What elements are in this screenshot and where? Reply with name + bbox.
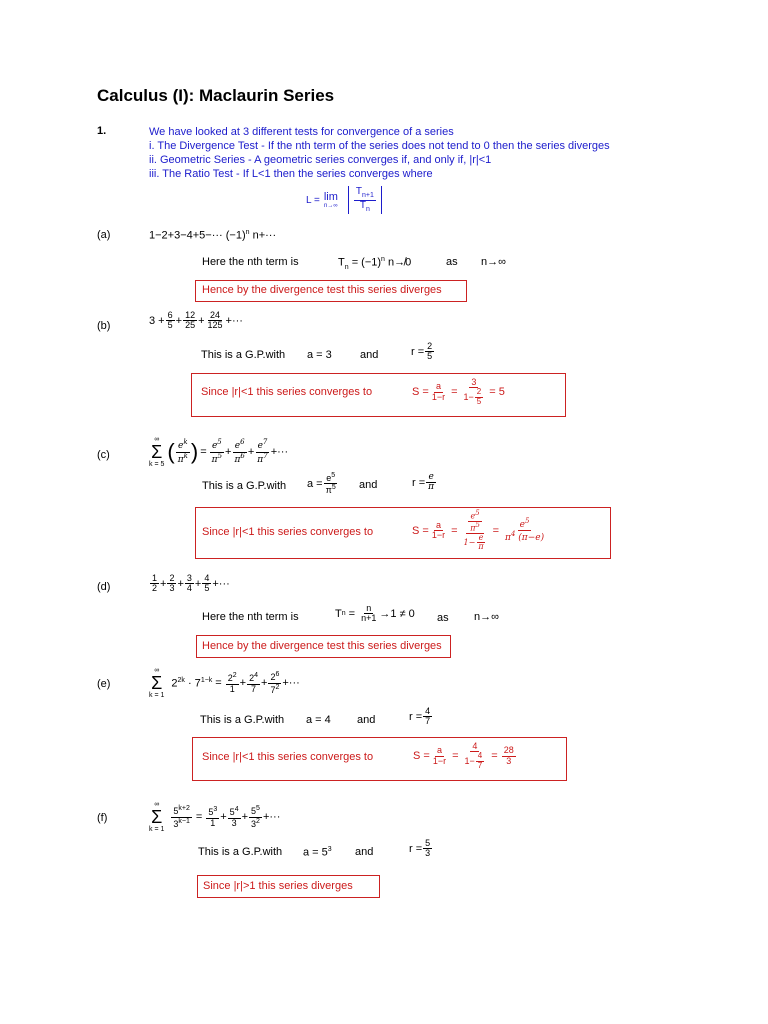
- b-f2d: 25: [185, 320, 196, 331]
- b-conclusion: Since |r|<1 this series converges to: [201, 386, 373, 398]
- label-b: (b): [97, 320, 111, 332]
- ratio-num-sub: n+1: [361, 192, 374, 200]
- d-n-inf: n→∞: [474, 611, 499, 623]
- e-sum-bot: k = 1: [149, 692, 165, 699]
- b-f2n: 12: [185, 310, 196, 320]
- page-title: Calculus (I): Maclaurin Series: [97, 86, 335, 105]
- b-s-res: = 5: [489, 386, 505, 399]
- b-t1: 3 +: [149, 314, 165, 327]
- f-and: and: [355, 846, 374, 858]
- a-tn: T: [338, 256, 345, 269]
- b-a-value: a = 3: [307, 349, 332, 361]
- a-as: as: [446, 256, 458, 268]
- c-res-num: e: [519, 520, 525, 530]
- label-f: (f): [97, 812, 108, 824]
- ratio-num: T: [355, 186, 362, 198]
- a-nth-term-text: Here the nth term is: [202, 256, 299, 268]
- a-conclusion: Hence by the divergence test this series diverges: [202, 284, 442, 296]
- a-tn-tail: n↛0: [384, 256, 412, 269]
- ratio-formula: [306, 186, 382, 214]
- f-r-lbl: r =: [409, 842, 423, 855]
- c-s-1r: 1−r: [431, 530, 446, 541]
- e-r-den: 7: [425, 716, 431, 727]
- f-r-den: 3: [425, 848, 431, 859]
- e-a-value: a = 4: [306, 714, 331, 726]
- d-tn-den: n+1: [361, 613, 377, 624]
- e-s-num: 4: [472, 741, 478, 751]
- question-number: 1.: [97, 125, 107, 137]
- b-s-a: a: [435, 381, 441, 392]
- d-conclusion: Hence by the divergence test this series diverges: [202, 640, 442, 652]
- intro-line-4: iii. The Ratio Test - If L<1 then the series converges where: [149, 168, 433, 180]
- c-r-value: [412, 473, 437, 493]
- f-a-value: [303, 846, 332, 859]
- e-res-den: 3: [506, 755, 512, 766]
- f-a-sup: 3: [327, 846, 332, 853]
- c-a-den: π: [325, 485, 332, 496]
- c-r-num: e: [428, 472, 434, 482]
- c-a-lbl: a =: [307, 477, 323, 490]
- e-dots: +···: [282, 677, 300, 689]
- e-r-lbl: r =: [409, 710, 423, 723]
- d-tn-expr: T n = $\frac{n}{n+1}$ →1 ≠ 0: [335, 603, 415, 624]
- e-conclusion: Since |r|<1 this series converges to: [202, 751, 374, 763]
- b-r-den: 5: [427, 351, 433, 362]
- e-s-lbl: S =: [413, 750, 430, 763]
- series-e: ∞ Σ k = 1 $2^{2k} \cdot 7^{1-k}$ = $\frac{2^2}{1}$ + $\frac{2^4}{7}$ + $\frac{2^6}{7^2}$ +···: [149, 667, 300, 699]
- b-r-lbl: r =: [411, 345, 425, 358]
- f-dots: +···: [262, 811, 281, 823]
- c-gp-text: This is a G.P.with: [202, 480, 287, 492]
- c-conclusion: Since |r|<1 this series converges to: [202, 526, 374, 538]
- f-r-value: [409, 839, 433, 859]
- f-a-lbl: a = 5: [303, 846, 328, 859]
- e-s-in-num: 4: [477, 751, 483, 761]
- d-dots: +···: [212, 577, 230, 590]
- b-f3n: 24: [210, 310, 221, 320]
- e-gp-text: This is a G.P.with: [200, 714, 285, 726]
- e-r-value: [409, 707, 433, 727]
- c-res-den-sup: 4: [510, 530, 516, 539]
- f-r-num: 5: [425, 838, 431, 848]
- e-s-a: a: [436, 745, 442, 756]
- c-a-value: [307, 472, 339, 496]
- a-tn-sub: n: [344, 263, 349, 271]
- series-a-text: 1−2+3−4+5−··· (−1): [149, 229, 246, 242]
- c-and: and: [359, 479, 378, 491]
- c-res-den-tail: (π−e): [515, 533, 545, 544]
- e-s-1r: 1−r: [432, 755, 447, 766]
- ratio-lim-sub: n→∞: [324, 202, 338, 209]
- series-a: [149, 229, 276, 242]
- b-r-num: 2: [427, 341, 433, 351]
- f-conclusion: Since |r|>1 this series diverges: [203, 880, 353, 892]
- d-tn-sub: n: [341, 610, 346, 618]
- e-res-num: 28: [503, 745, 514, 756]
- e-sum-top: ∞: [154, 667, 160, 674]
- c-a-den-sup: 5: [331, 484, 336, 492]
- e-sum-expr: S = $\frac{a}{1-r}$ = 4 1− $\frac{4}{7}$ = $\frac{28}{3}$: [413, 741, 514, 770]
- a-tn-expr: [338, 256, 411, 271]
- label-d: (d): [97, 581, 111, 593]
- series-b: 3 + $\frac{6}{5}$ + $\frac{12}{25}$ + $\frac{24}{125}$ +···: [149, 310, 243, 331]
- b-s-1r: 1−r: [431, 391, 446, 402]
- c-sum-bot: k = 5: [149, 461, 165, 468]
- ratio-den-sub: n: [365, 205, 370, 213]
- series-d: $\frac{1}{2}$ + $\frac{2}{3}$ + $\frac{3}{4}$ + $\frac{4}{5}$ +···: [152, 573, 230, 594]
- c-s-lbl: S =: [412, 524, 429, 537]
- label-e: (e): [97, 678, 111, 690]
- intro-line-1: We have looked at 3 different tests for convergence of a series: [149, 126, 454, 138]
- series-c: ∞ Σ k = 5 ( $\frac{e^k}{\pi^k}$ ) = $\frac{e^5}{\pi^5}$ + $\frac{e^6}{\pi^6}$ + $\frac{e^7}{\pi^7}$ +···: [149, 436, 289, 468]
- a-n-inf: n→∞: [481, 256, 506, 268]
- e-s-in-den: 7: [477, 760, 483, 770]
- b-gp-text: This is a G.P.with: [201, 349, 286, 361]
- b-s-lbl: S =: [412, 386, 429, 399]
- c-res-num-sup: 5: [524, 517, 530, 525]
- c-res-den: π: [505, 533, 511, 544]
- f-sum-top: ∞: [154, 801, 160, 808]
- intro-line-2: i. The Divergence Test - If the nth term of the series does not tend to 0 then the series diverges: [149, 140, 610, 152]
- d-nth-term-text: Here the nth term is: [202, 611, 299, 623]
- c-a-num-sup: 5: [331, 472, 336, 479]
- series-a-tail: n+···: [249, 229, 277, 242]
- f-gp-text: This is a G.P.with: [198, 846, 283, 858]
- e-s-one: 1−: [464, 755, 475, 766]
- intro-line-3: ii. Geometric Series - A geometric series converges if, and only if, |r|<1: [149, 154, 492, 166]
- b-s-one: 1−: [463, 391, 474, 402]
- b-and: and: [360, 349, 379, 361]
- c-r-den: π: [428, 482, 435, 493]
- label-a: (a): [97, 229, 111, 241]
- c-r-lbl: r =: [412, 476, 426, 489]
- b-r-value: [411, 342, 435, 362]
- b-f1d: 5: [167, 320, 173, 331]
- series-a-sup: n: [245, 229, 250, 236]
- ratio-den: T: [359, 199, 366, 211]
- b-dots: +···: [225, 314, 243, 327]
- c-sum-top: ∞: [154, 436, 160, 443]
- e-and: and: [357, 714, 376, 726]
- d-tn: T: [335, 607, 342, 620]
- c-sum-expr: S = $\frac{a}{1-r}$ = $\frac{e^5}{\pi^5}$ 1− $\frac{e}{\pi}$ = $\frac{e^5}{\pi^4 (\pi-e)}$: [412, 509, 545, 552]
- b-s-in-den: 5: [476, 396, 482, 406]
- b-s-num: 3: [471, 377, 477, 387]
- ratio-L: L =: [306, 194, 320, 206]
- e-r-num: 4: [425, 706, 431, 716]
- a-tn-eq: = (−1): [348, 256, 382, 269]
- b-f3d: 125: [207, 320, 223, 331]
- ratio-lim: lim: [323, 190, 338, 203]
- d-tn-tail: →1 ≠ 0: [379, 607, 415, 620]
- c-s-a: a: [435, 520, 441, 530]
- b-s-in-num: 2: [476, 387, 482, 397]
- f-sum-bot: k = 1: [149, 826, 165, 833]
- label-c: (c): [97, 449, 110, 461]
- series-f: ∞ Σ k = 1 $\frac{5^{k+2}}{3^{k-1}}$ = $\frac{5^3}{1}$ + $\frac{5^4}{3}$ + $\frac{5^5}{3^2}$ +···: [149, 801, 281, 833]
- c-a-num: e: [326, 473, 332, 483]
- b-f1n: 6: [167, 310, 173, 320]
- a-tn-sup: n: [381, 256, 385, 263]
- d-tn-num: n: [366, 603, 372, 613]
- b-sum-expr: S = $\frac{a}{1-r}$ = 3 1− $\frac{2}{5}$ = 5: [412, 377, 505, 406]
- d-as: as: [437, 612, 449, 624]
